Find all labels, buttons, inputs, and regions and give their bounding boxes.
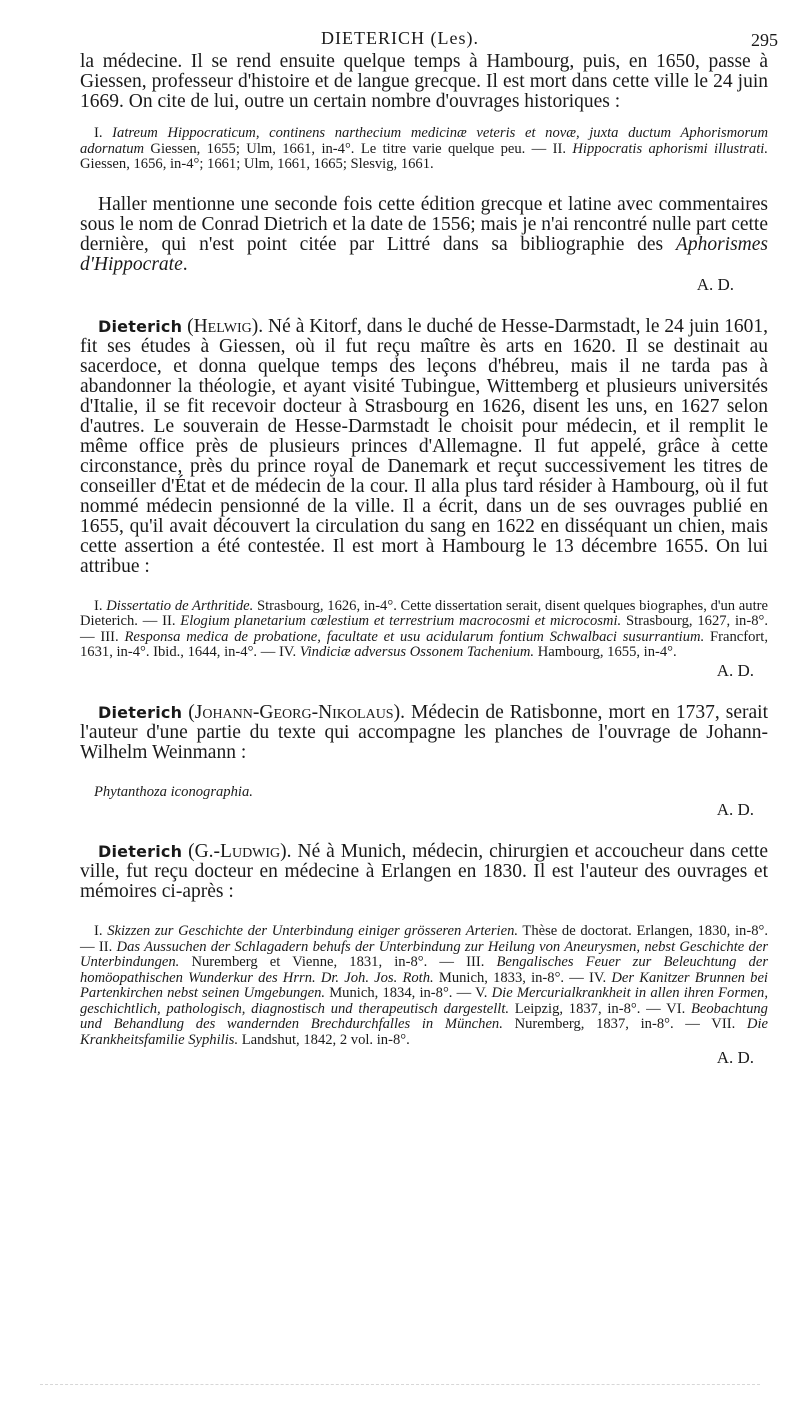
intro-works-note xyxy=(80,126,768,173)
work-details: Strasbourg, 1627, in-8°. — III. xyxy=(80,613,768,645)
comment-text-end: . xyxy=(182,253,188,275)
footer-rule xyxy=(40,1384,760,1385)
author-signature: A. D. xyxy=(716,800,754,819)
work-details: Francfort, 1631, in-4°. Ibid., 1644, in-4°. — IV. xyxy=(80,628,768,660)
work-title: Dissertatio de Arthritide. xyxy=(106,597,254,614)
entry-forename: (G.-Ludwig). xyxy=(188,841,292,862)
entry-text: Né à Kitorf, dans le duché de Hesse-Darmstadt, le 24 juin 1601, fit ses études à Giessen, où il fut reçu maître ès arts en 1620. Il se destinait au sacerdoce, et donna quelque temps des leçons d'hébreu, mais il ne tarda pas à abandonner la théologie, et ayant visité Tubingue, Wittemberg et plusieurs universités d'Italie, il se fit recevoir docteur à Strasbourg en 1626, disent les uns, en 1627 selon d'autres. Le souverain de Hesse-Darmstadt le choisit pour médecin, et il remplit le même office près de plusieurs princes d'Allemagne. Il fut appelé, grâce à cette circonstance, près du prince royal de Danemark et reçut successivement les titres de conseiller d'État et de médecin de la cour. Il alla plus tard résider à Hambourg, où il fut nommé médecin pensionné de la ville. Il a écrit, dans un de ses ouvrages publié en 1655, qu'il avait découvert la circulation du sang en 1622 en disséquant un chien, mais cette assertion a été contestée. Il est mort à Hambourg le 13 décembre 1655. On lui attribue : xyxy=(80,315,768,577)
entry-paragraph xyxy=(80,842,768,902)
entry-works-note xyxy=(80,924,768,1048)
entry-forename: (Helwig). xyxy=(187,315,264,337)
work-details: Strasbourg, 1626, in-4°. Cette dissertation serait, disent quelques biographes, d'un autre Dieterich. — II. xyxy=(80,597,768,629)
entry-g-ludwig xyxy=(80,842,768,1068)
page-body xyxy=(80,52,768,1068)
work-details: Giessen, 1655; Ulm, 1661, in-4°. Le titre varie quelque peu. — II. xyxy=(144,140,573,157)
entry-text: Médecin de Ratisbonne, mort en 1737, serait l'auteur d'une partie du texte qui accompagne les planches de l'ouvrage de Johann-Wilhelm Weinmann : xyxy=(80,701,769,763)
work-title: Die Krankheitsfamilie Syphilis. xyxy=(80,1016,768,1048)
work-details: Hambourg, 1655, in-4°. xyxy=(534,644,677,660)
entry-johann-georg-nikolaus xyxy=(80,703,768,821)
work-title: Iatreum Hippocraticum, continens narthecium medicinæ veteris et novæ, juxta ductum Aphorismorum adornatum xyxy=(80,125,768,157)
work-title: Beobachtung und Behandlung des wandernden Brechdurchfalles in München. xyxy=(80,1000,768,1032)
intro-paragraph: la médecine. Il se rend ensuite quelque temps à Hambourg, puis, en 1650, passe à Giessen, professeur d'histoire et de langue grecque. Il est mort dans cette ville le 24 juin 1669. On cite de lui, outre un certain nombre d'ouvrages historiques : xyxy=(80,51,768,112)
work-number: I. xyxy=(94,125,103,141)
entry-works-note xyxy=(80,599,768,661)
entry-paragraph xyxy=(80,317,768,577)
work-title: Vindiciæ adversus Ossonem Tachenium. xyxy=(299,644,535,660)
work-title: Skizzen zur Geschichte der Unterbindung einiger grösseren Arterien. xyxy=(107,923,519,939)
entry-work-title: Phytanthoza iconographia. xyxy=(94,783,253,800)
comment-text: Haller mentionne une seconde fois cette édition grecque et latine avec commentaires sous le nom de Conrad Dietrich et la date de 1556; mais je n'ai rencontré nulle part cette dernière, qui n'est point citée par Littré dans sa bibliographie des xyxy=(80,193,768,255)
work-title: Elogium planetarium cœlestium et terrestrium macrocosmi et microcosmi. xyxy=(180,613,622,629)
entry-name: Dieterich xyxy=(98,702,183,722)
entry-forename: (Johann-Georg-Nikolaus). xyxy=(188,701,405,723)
page-number: 295 xyxy=(751,30,778,50)
author-signature: A. D. xyxy=(716,660,754,680)
work-title: Der Kanitzer Brunnen bei Partenkirchen nebst seinen Umgebungen. xyxy=(80,969,768,1001)
work-details: Munich, 1834, in-8°. — V. xyxy=(325,985,492,1001)
work-details: Giessen, 1656, in-4°; 1661; Ulm, 1661, 1665; Slesvig, 1661. xyxy=(80,156,434,172)
work-number: I. xyxy=(94,597,103,614)
running-title: DIETERICH (Les). xyxy=(321,28,479,48)
work-details: Thèse de doctorat. Erlangen, 1830, in-8°. — II. xyxy=(80,923,768,955)
entry-helwig xyxy=(80,317,768,681)
entry-text: Né à Munich, médecin, chirurgien et accoucheur dans cette ville, fut reçu docteur en médecine à Erlangen en 1830. Il est l'auteur des ouvrages et mémoires ci-après : xyxy=(80,841,768,902)
work-title: Responsa medica de probatione, facultate et usu acidularum fontium Schwalbaci susurrantium. xyxy=(124,628,705,645)
work-number: I. xyxy=(94,923,103,939)
work-details: Landshut, 1842, 2 vol. in-8°. xyxy=(238,1031,410,1048)
work-details: Nuremberg et Vienne, 1831, in-8°. — III. xyxy=(179,954,497,970)
work-details: Nuremberg, 1837, in-8°. — VII. xyxy=(502,1016,747,1032)
intro-comment-paragraph xyxy=(80,195,768,275)
entry-paragraph xyxy=(80,703,768,763)
work-title: Die Mercurialkrankheit in allen ihren Formen, geschichtlich, pathologisch, diagnostisch und therapeutisch dargestellt. xyxy=(80,985,768,1017)
entry-name: Dieterich xyxy=(98,316,183,336)
work-title: Das Aussuchen der Schlagadern behufs der Unterbindung zur Heilung von Aneurysmen, nebst Geschichte der Unterbindungen. xyxy=(80,938,768,970)
author-signature: A. D. xyxy=(696,274,734,294)
work-details: Munich, 1833, in-8°. — IV. xyxy=(433,969,612,986)
author-signature: A. D. xyxy=(716,1048,754,1067)
work-title: Hippocratis aphorismi illustrati. xyxy=(572,140,768,157)
work-details: Leipzig, 1837, in-8°. — VI. xyxy=(509,1000,691,1017)
entry-name: Dieterich xyxy=(98,842,183,861)
work-title: Bengalisches Feuer zur Beleuchtung der homöopathischen Wunderkur des Hrrn. Dr. Joh. Jos. Roth. xyxy=(80,954,768,986)
comment-cited-title: Aphorismes d'Hippocrate xyxy=(80,233,768,275)
